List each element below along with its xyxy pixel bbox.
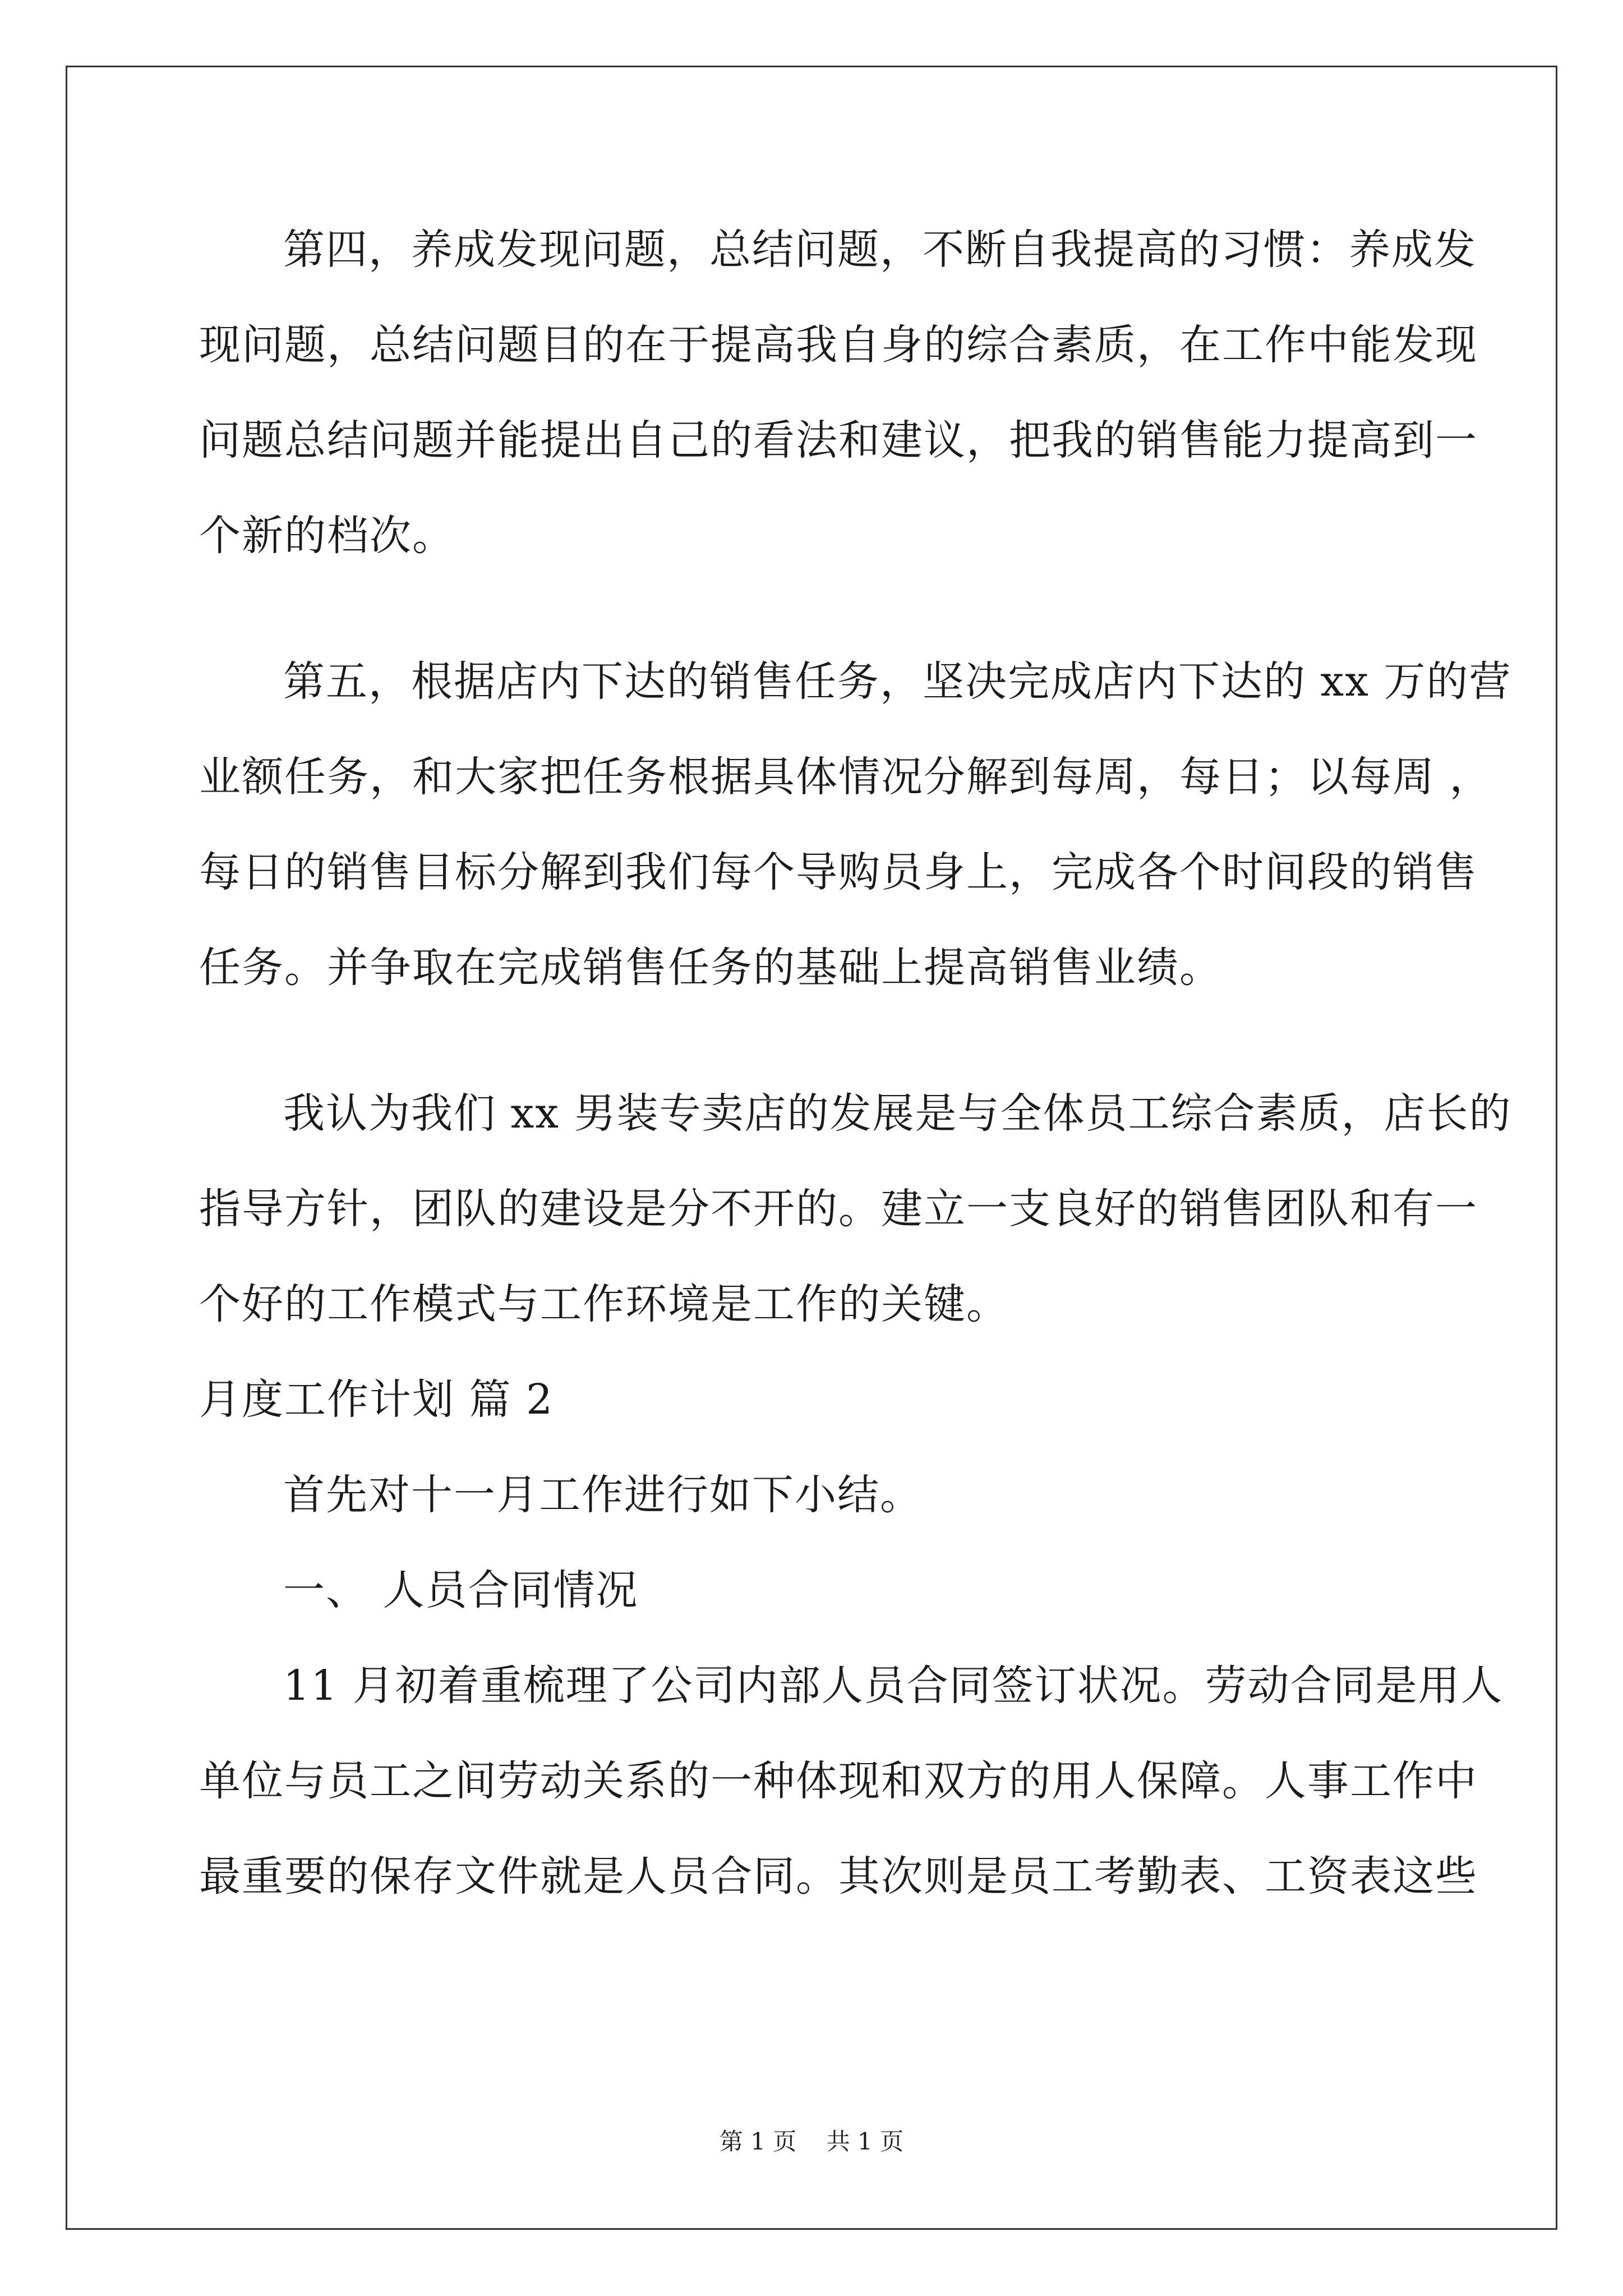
page-border (66, 66, 1557, 2230)
intro-paragraph: 首先对十一月工作进行如下小结。 (283, 1471, 923, 1519)
paragraph-6-line-2: 指导方针，团队的建设是分不开的。建立一支良好的销售团队和有一 (199, 1185, 1478, 1233)
subsection-heading: 一、 人员合同情况 (283, 1566, 639, 1614)
page-footer: 第 1 页 共 1 页 (719, 2128, 904, 2155)
paragraph-7-line-1: 11 月初着重梳理了公司内部人员合同签订状况。劳动合同是用人 (283, 1662, 1504, 1710)
paragraph-4-line-3: 问题总结问题并能提出自己的看法和建议，把我的销售能力提高到一 (199, 416, 1478, 464)
paragraph-5-line-1: 第五，根据店内下达的销售任务，坚决完成店内下达的 xx 万的营 (283, 657, 1512, 706)
paragraph-5-line-4: 任务。并争取在完成销售任务的基础上提高销售业绩。 (199, 944, 1222, 992)
paragraph-5-line-2: 业额任务，和大家把任务根据具体情况分解到每周，每日；以每周 ， (199, 753, 1492, 801)
paragraph-7-line-2: 单位与员工之间劳动关系的一种体现和双方的用人保障。人事工作中 (199, 1757, 1478, 1805)
paragraph-4-line-2: 现问题，总结问题目的在于提高我自身的综合素质，在工作中能发现 (199, 321, 1478, 369)
paragraph-6-line-3: 个好的工作模式与工作环境是工作的关键。 (199, 1280, 1009, 1328)
paragraph-5-line-3: 每日的销售目标分解到我们每个导购员身上，完成各个时间段的销售 (199, 848, 1478, 896)
paragraph-4-line-1: 第四，养成发现问题，总结问题，不断自我提高的习惯：养成发 (283, 226, 1477, 274)
paragraph-4-line-4: 个新的档次。 (199, 512, 455, 560)
paragraph-6-line-1: 我认为我们 xx 男装专卖店的发展是与全体员工综合素质，店长的 (283, 1089, 1512, 1138)
paragraph-7-line-3: 最重要的保存文件就是人员合同。其次则是员工考勤表、工资表这些 (199, 1852, 1478, 1901)
section-heading: 月度工作计划 篇 2 (199, 1375, 554, 1424)
